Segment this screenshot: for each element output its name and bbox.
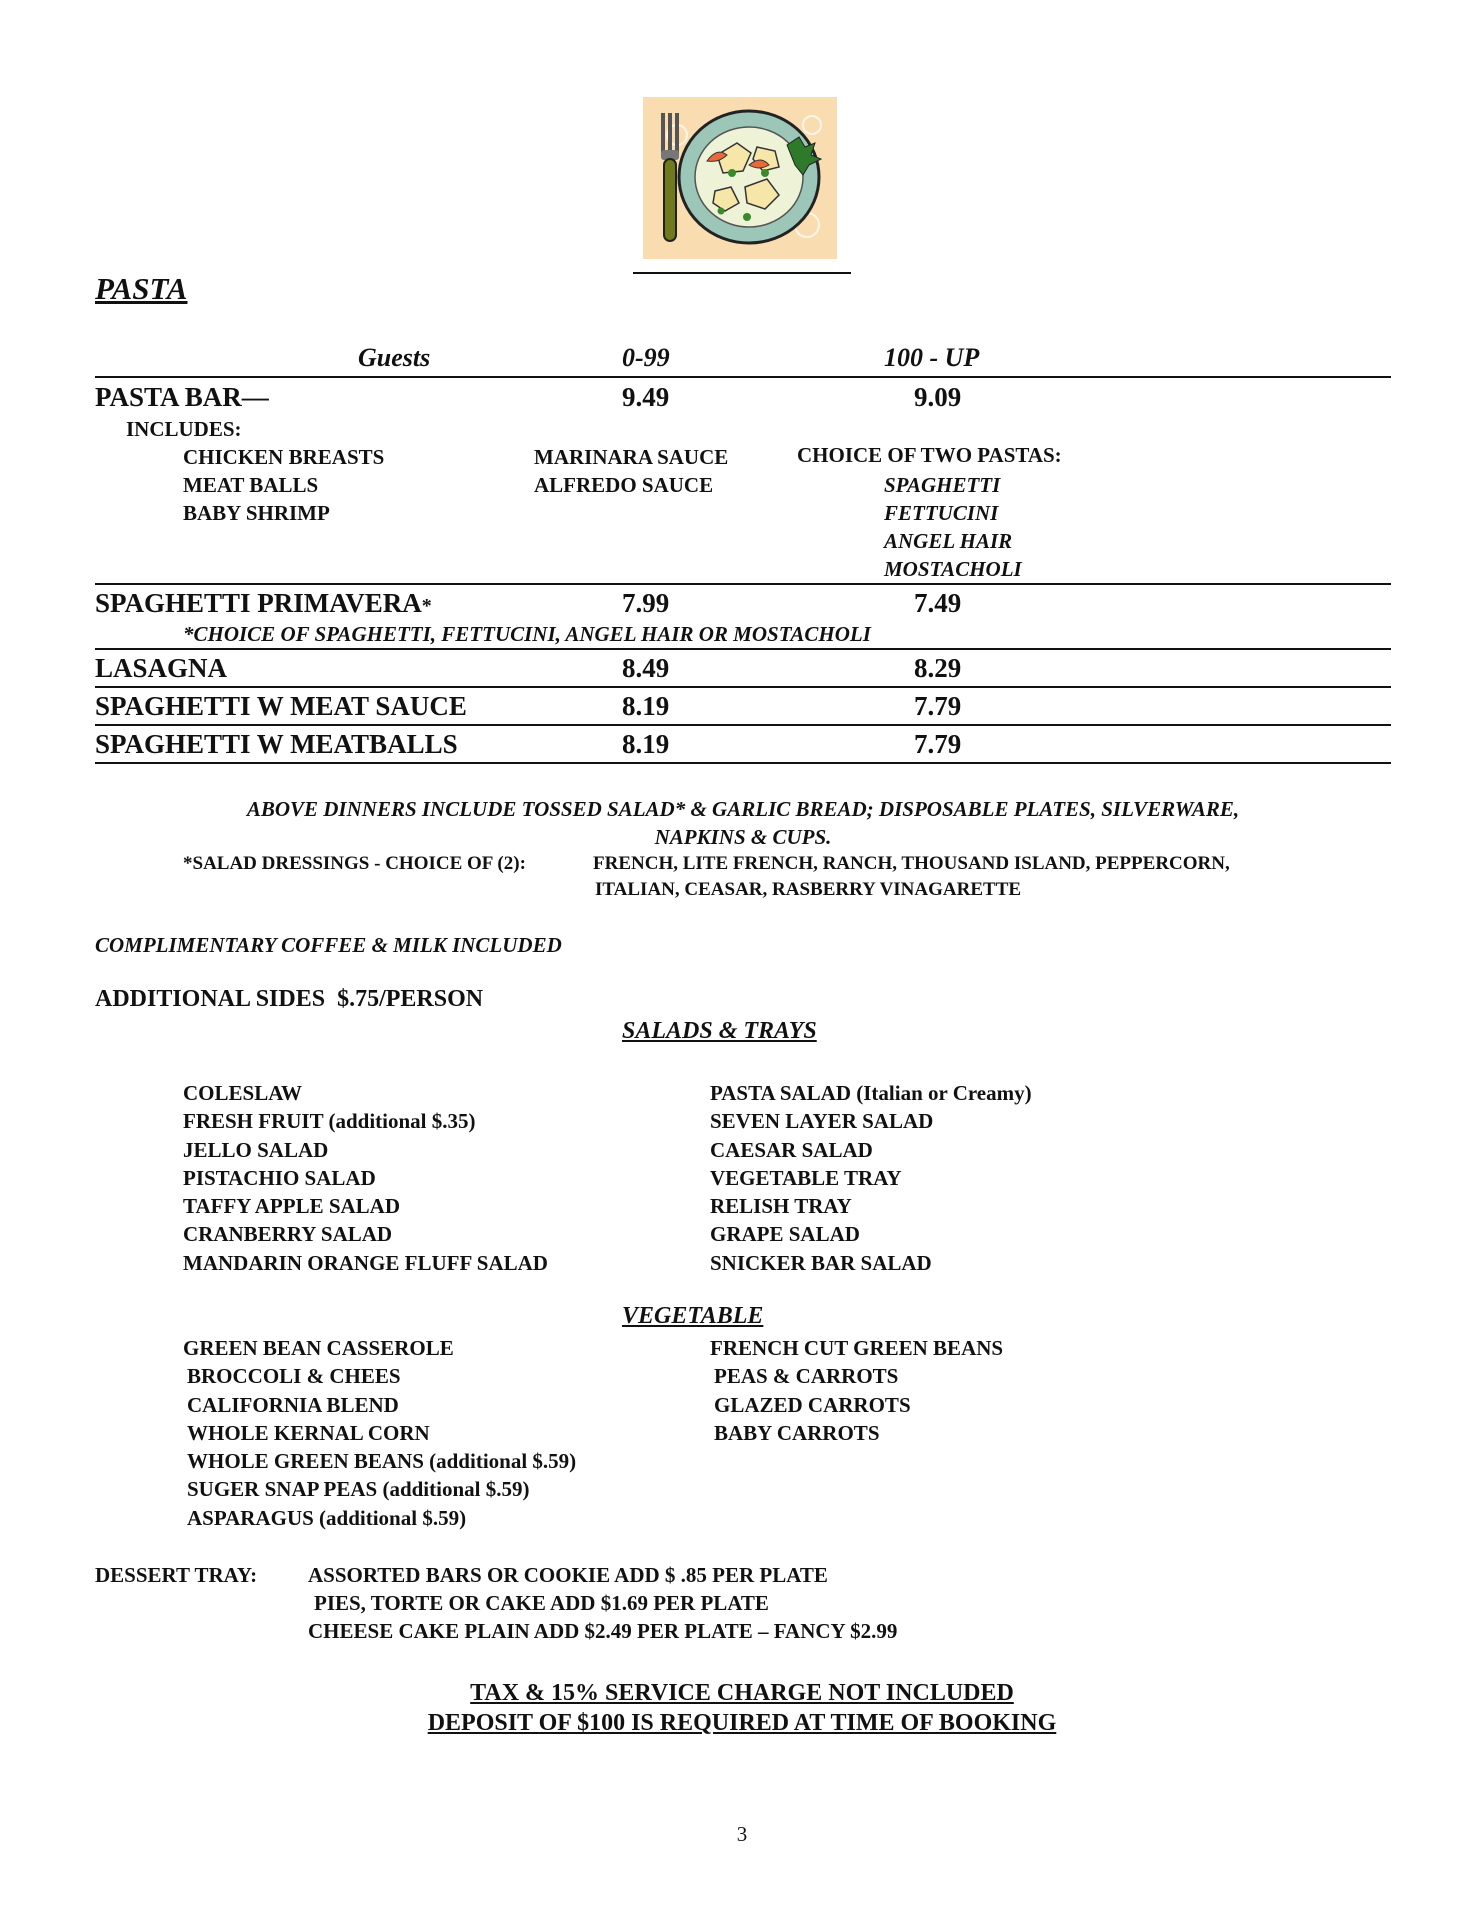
salads-right-list: [710, 1079, 1032, 1277]
table-rule: [95, 724, 1391, 726]
section-title: PASTA: [95, 271, 188, 306]
list-item: CAESAR SALAD: [710, 1137, 873, 1162]
list-item: PEAS & CARROTS: [714, 1364, 899, 1389]
col-0-99-header: 0-99: [622, 343, 670, 372]
dressings-line: ITALIAN, CEASAR, RASBERRY VINAGARETTE: [595, 879, 1022, 900]
list-item: FETTUCINI: [884, 501, 999, 525]
primavera-label: SPAGHETTI PRIMAVERA: [95, 588, 422, 618]
list-item: TAFFY APPLE SALAD: [183, 1194, 401, 1219]
pasta-bar-price-100-up: 9.09: [914, 382, 962, 412]
list-item: JELLO SALAD: [183, 1137, 329, 1162]
list-item: GREEN BEAN CASSEROLE: [183, 1336, 454, 1360]
list-item: GRAPE SALAD: [710, 1222, 860, 1247]
table-rule: [95, 762, 1391, 764]
pastas-list: [884, 471, 1022, 583]
dessert-line: PIES, TORTE OR CAKE ADD $1.69 PER PLATE: [314, 1591, 769, 1615]
row-price-100-up: 8.29: [914, 653, 962, 683]
list-item: SUGER SNAP PEAS (additional $.59): [187, 1477, 530, 1502]
primavera-price-0-99: 7.99: [622, 588, 670, 618]
table-rule: [95, 583, 1391, 585]
table-rule: [95, 686, 1391, 688]
dinners-note-line: NAPKINS & CUPS.: [654, 825, 832, 849]
primavera-star: *: [421, 595, 432, 617]
sauces-list: [534, 443, 728, 499]
pasta-bar-name: PASTA BAR—: [95, 382, 269, 412]
list-item: MANDARIN ORANGE FLUFF SALAD: [183, 1250, 548, 1275]
primavera-price-100-up: 7.49: [914, 588, 962, 618]
col-100-up-header: 100 - UP: [884, 343, 980, 372]
dessert-line: ASSORTED BARS OR COOKIE ADD $ .85 PER PLATE: [308, 1563, 828, 1587]
list-item: VEGETABLE TRAY: [710, 1165, 902, 1190]
list-item: WHOLE KERNAL CORN: [187, 1420, 430, 1445]
vegetable-right-list: [710, 1334, 1003, 1447]
list-item: ASPARAGUS (additional $.59): [187, 1505, 467, 1530]
header-divider: [633, 272, 851, 274]
list-item: FRENCH CUT GREEN BEANS: [710, 1336, 1004, 1360]
row-name: SPAGHETTI W MEAT SAUCE: [95, 691, 467, 721]
table-rule: [95, 376, 1391, 378]
list-item: CALIFORNIA BLEND: [187, 1392, 399, 1417]
list-item: SNICKER BAR SALAD: [710, 1250, 932, 1275]
pastas-label: CHOICE OF TWO PASTAS:: [797, 443, 1062, 467]
vegetable-left-list: [183, 1334, 576, 1532]
additional-sides: ADDITIONAL SIDES $.75/PERSON: [95, 986, 484, 1012]
primavera-name: [95, 588, 432, 619]
pasta-plate-illustration: [637, 95, 842, 263]
list-item: FRESH FRUIT (additional $.35): [183, 1109, 476, 1134]
includes-label: INCLUDES:: [126, 417, 242, 441]
tax-notice: TAX & 15% SERVICE CHARGE NOT INCLUDED: [470, 1680, 1014, 1706]
list-item: MOSTACHOLI: [884, 557, 1022, 581]
list-item: CHICKEN BREASTS: [183, 445, 385, 469]
salads-title: SALADS & TRAYS: [622, 1018, 817, 1044]
dinners-note: [95, 795, 1391, 851]
coffee-note: COMPLIMENTARY COFFEE & MILK INCLUDED: [95, 933, 562, 957]
primavera-note: *CHOICE OF SPAGHETTI, FETTUCINI, ANGEL HAIR OR MOSTACHOLI: [183, 622, 871, 646]
dinners-note-line: ABOVE DINNERS INCLUDE TOSSED SALAD* & GARLIC BREAD; DISPOSABLE PLATES, SILVERWARE,: [246, 797, 1240, 821]
list-item: GLAZED CARROTS: [714, 1392, 911, 1417]
pasta-bar-price-0-99: 9.49: [622, 382, 670, 412]
dressings-label: *SALAD DRESSINGS - CHOICE OF (2):: [183, 853, 526, 874]
dessert-line: CHEESE CAKE PLAIN ADD $2.49 PER PLATE – FANCY $2.99: [308, 1619, 898, 1643]
row-price-0-99: 8.49: [622, 653, 670, 683]
vegetable-title: VEGETABLE: [622, 1303, 764, 1329]
list-item: ALFREDO SAUCE: [534, 473, 714, 497]
list-item: MEAT BALLS: [183, 473, 319, 497]
list-item: CRANBERRY SALAD: [183, 1222, 393, 1247]
list-item: COLESLAW: [183, 1081, 303, 1105]
proteins-list: [183, 443, 384, 527]
list-item: RELISH TRAY: [710, 1194, 852, 1219]
table-rule: [95, 648, 1391, 650]
list-item: ANGEL HAIR: [884, 529, 1013, 553]
list-item: BROCCOLI & CHEES: [187, 1364, 401, 1389]
row-price-100-up: 7.79: [914, 729, 962, 759]
row-name: LASAGNA: [95, 653, 228, 683]
list-item: SEVEN LAYER SALAD: [710, 1109, 934, 1134]
list-item: MARINARA SAUCE: [534, 445, 729, 469]
row-price-100-up: 7.79: [914, 691, 962, 721]
list-item: BABY CARROTS: [714, 1420, 880, 1445]
list-item: BABY SHRIMP: [183, 501, 330, 525]
deposit-notice: DEPOSIT OF $100 IS REQUIRED AT TIME OF BOOKING: [427, 1710, 1057, 1736]
dressings-line: FRENCH, LITE FRENCH, RANCH, THOUSAND ISLAND, PEPPERCORN,: [593, 853, 1230, 874]
list-item: PASTA SALAD (Italian or Creamy): [710, 1081, 1032, 1105]
list-item: SPAGHETTI: [884, 473, 1001, 497]
row-price-0-99: 8.19: [622, 729, 670, 759]
list-item: WHOLE GREEN BEANS (additional $.59): [187, 1449, 577, 1474]
salads-left-list: [183, 1079, 548, 1277]
dessert-label: DESSERT TRAY:: [95, 1563, 258, 1587]
row-name: SPAGHETTI W MEATBALLS: [95, 729, 458, 759]
page-number: 3: [736, 1822, 748, 1846]
guests-header: Guests: [358, 343, 431, 372]
list-item: PISTACHIO SALAD: [183, 1165, 376, 1190]
row-price-0-99: 8.19: [622, 691, 670, 721]
